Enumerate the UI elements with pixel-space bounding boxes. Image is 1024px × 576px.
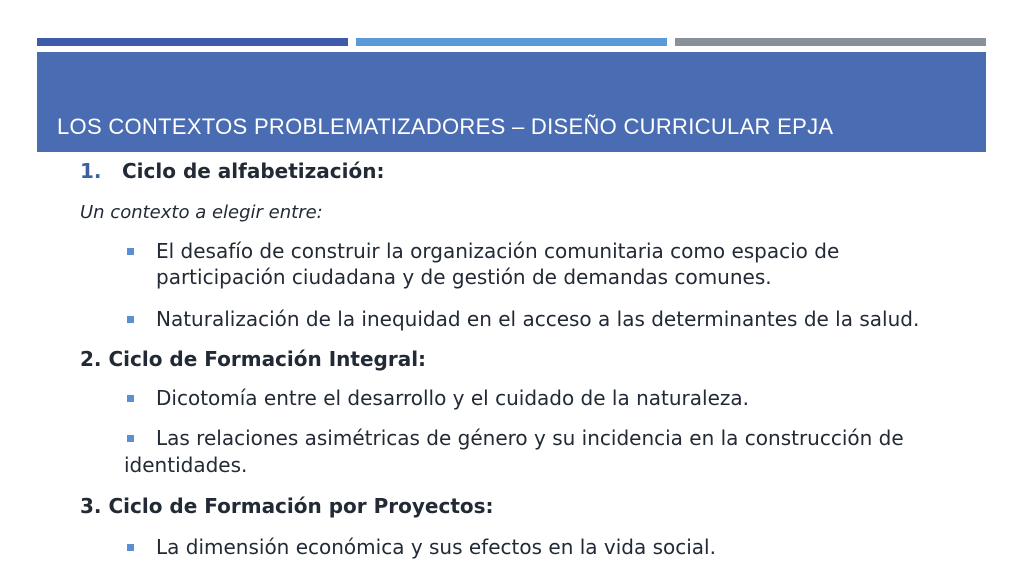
section-2-bullet-1: Dicotomía entre el desarrollo y el cuidado de la naturaleza. (156, 386, 749, 410)
section-3-heading: 3. Ciclo de Formación por Proyectos: (80, 494, 494, 518)
bullet-marker (127, 316, 134, 323)
bullet-marker (127, 395, 134, 402)
section-3-bullet-1: La dimensión económica y sus efectos en la vida social. (156, 535, 716, 559)
section-1-bullet-1-line-1: El desafío de construir la organización comunitaria como espacio de (156, 239, 840, 263)
section-2-bullet-2-line-1: Las relaciones asimétricas de género y su incidencia en la construcción de (156, 426, 904, 450)
bullet-marker (127, 544, 134, 551)
section-1-number: 1. (80, 159, 102, 183)
section-1-heading: Ciclo de alfabetización: (122, 159, 385, 183)
slide-title: LOS CONTEXTOS PROBLEMATIZADORES – DISEÑO CURRICULAR EPJA (57, 114, 834, 139)
bullet-marker (127, 435, 134, 442)
section-2-heading: 2. Ciclo de Formación Integral: (80, 347, 427, 371)
bullet-marker (127, 248, 134, 255)
section-1-bullet-1-line-2: participación ciudadana y de gestión de demandas comunes. (156, 265, 772, 289)
section-1-intro: Un contexto a elegir entre: (80, 202, 323, 223)
section-1-bullet-2: Naturalización de la inequidad en el acceso a las determinantes de la salud. (156, 307, 920, 331)
section-2-bullet-2-line-2: identidades. (124, 453, 248, 477)
